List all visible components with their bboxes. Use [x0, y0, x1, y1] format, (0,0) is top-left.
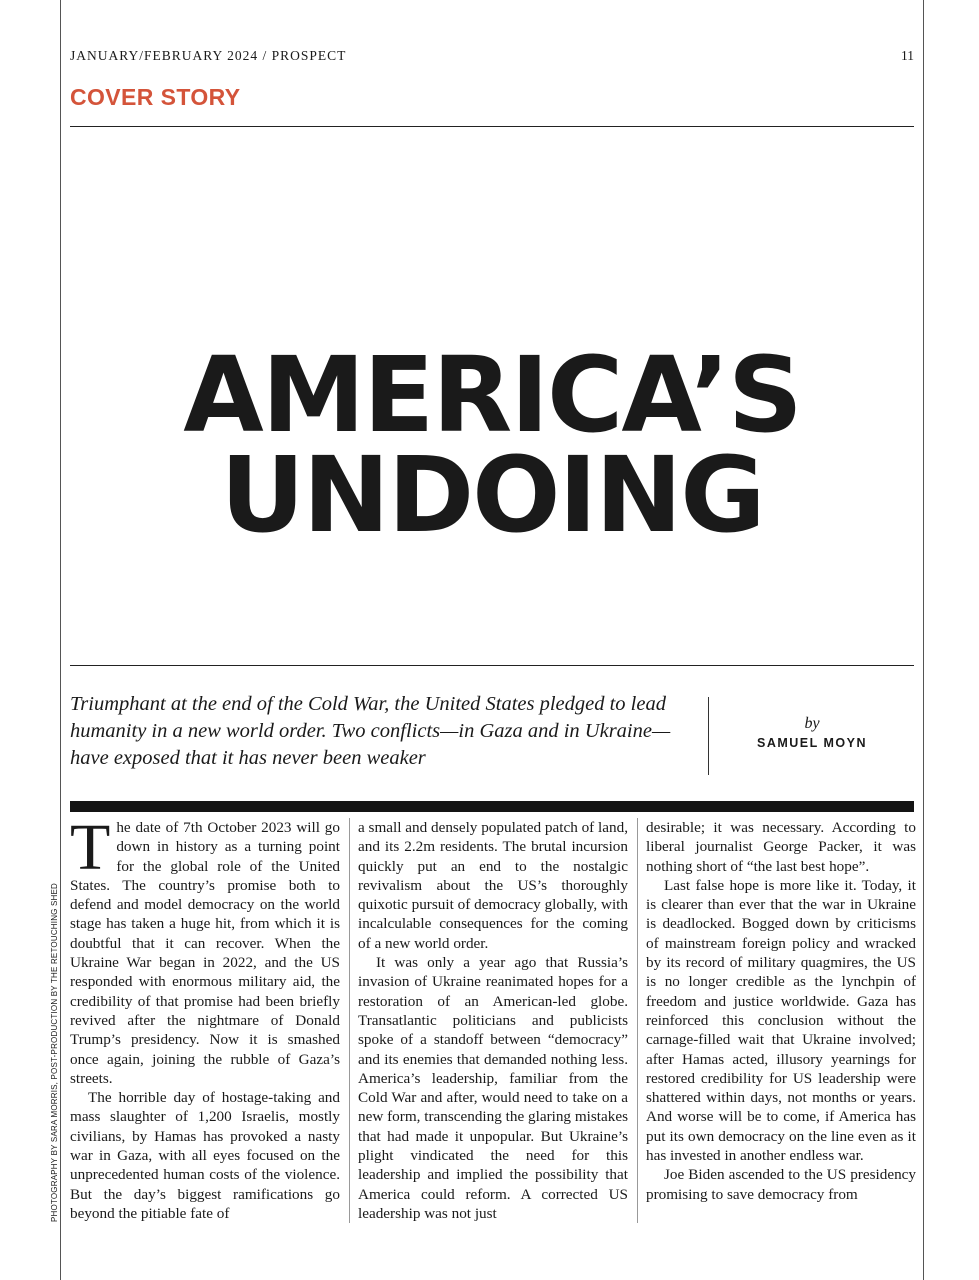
headline-line-1: AMERICA’S: [183, 333, 801, 456]
paragraph: desirable; it was necessary. According to liberal journalist George Packer, it was nothing short of “the last best hope”.: [646, 819, 916, 875]
body-column-2: [358, 818, 628, 1228]
headline-line-2: UNDOING: [220, 433, 764, 556]
paragraph: The horrible day of hostage-taking and mass slaughter of 1,200 Israelis, mostly civilians, by Hamas has provoked a nasty war in Gaza, with all eyes focused on the unprecedented human costs of the violence. But the day’s biggest ramifications go beyond the pitiable fate of: [70, 1089, 340, 1222]
body-top-rule: [70, 801, 914, 812]
byline-author: SAMUEL MOYN: [756, 736, 868, 750]
paragraph: Last false hope is more like it. Today, it is clearer than ever that the war in Ukraine is deadlocked. Bogged down by criticisms of mainstream foreign policy and wracked by its record of military quagmires, the US is no longer credible as the lynchpin of freedom and justice worldwide. Gaza has reinforced this conclusion without the carnage-filled wait that Ukraine involved; after Hamas acted, illusory yearnings for restored credibility for US leadership were shattered within days, not months or years. And worse will be to come, if America has put its own democracy on the line even as it has invested in another endless war.: [646, 876, 916, 1165]
byline-divider: [708, 697, 709, 775]
body-column-3: [646, 818, 916, 1228]
section-label: COVER STORY: [70, 84, 241, 110]
byline: [712, 715, 912, 750]
paragraph: a small and densely populated patch of land, and its 2.2m residents. The brutal incursion quickly put an end to the nostalgic revivalism about the US’s thoroughly quixotic pursuit of democracy globally, with incalculable consequences for the coming of a new world order.: [358, 819, 628, 952]
header-rule: [70, 126, 914, 127]
paragraph: Joe Biden ascended to the US presidency promising to save democracy from: [646, 1166, 916, 1203]
headline: [70, 333, 914, 556]
column-rule: [637, 818, 638, 1223]
byline-by: by: [804, 715, 820, 732]
photo-credit: PHOTOGRAPHY BY SARA MORRIS, POST-PRODUCTION BY THE RETOUCHING SHED: [50, 882, 59, 1222]
standfirst: Triumphant at the end of the Cold War, the United States pledged to lead humanity in a new world order. Two conflicts—in Gaza and in Ukraine—have exposed that it has never been weaker: [70, 693, 671, 769]
paragraph-text: he date of 7th October 2023 will go down in history as a turning point for the global role of the United States. The country’s promise both to defend and model democracy on the world stage has taken a huge hit, from which it is doubtful that it can recover. When the Ukraine War began in 2022, and the US responded with enormous military aid, the credibility of that promise had been briefly revived after the nightmare of Donald Trump’s presidency. Now it is smashed once again, joining the rubble of Gaza’s streets.: [70, 819, 340, 1087]
body-column-1: [70, 818, 340, 1228]
paragraph: [70, 818, 340, 1088]
column-rule: [349, 818, 350, 1223]
page-number: 11: [901, 48, 914, 63]
drop-cap: T: [70, 818, 111, 884]
running-head: JANUARY/FEBRUARY 2024 / PROSPECT: [70, 48, 347, 63]
page-edge-right: [923, 0, 924, 1280]
page-edge-left: [60, 0, 61, 1280]
paragraph: It was only a year ago that Russia’s invasion of Ukraine reanimated hopes for a restoration of an American-led globe. Transatlantic politicians and publicists spoke of a standoff between “democracy” and its enemies that demanded nothing less. America’s leadership, familiar from the Cold War and after, would need to take on a new form, transcending the glaring mistakes that had made it unpopular. But Ukraine’s plight vindicated the need for this leadership and implied the possibility that America could reform. A corrected US leadership was not just: [358, 954, 628, 1222]
standfirst-rule: [70, 665, 914, 666]
